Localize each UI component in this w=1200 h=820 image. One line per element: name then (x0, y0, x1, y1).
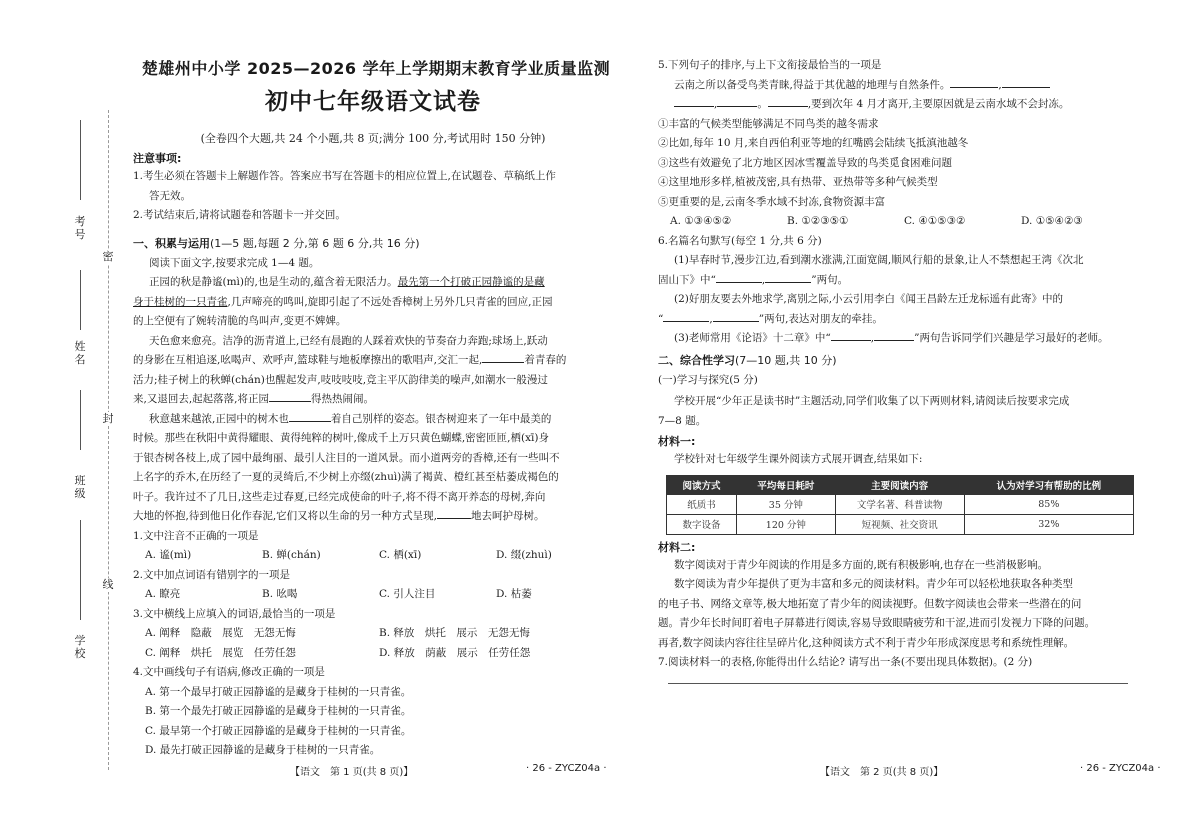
table-row (667, 494, 1134, 514)
fill-blank (1002, 76, 1050, 88)
table-cell: 文学名著、科普读物 (835, 494, 964, 514)
choice-option: A. 阐释 隐蔽 展览 无怨无悔 (145, 627, 296, 639)
passage-intro: 阅读下面文字,按要求完成 1—4 题。 (149, 256, 320, 269)
choice-option: B. 第一个最先打破正园静谧的是藏身于桂树的一只青雀。 (145, 705, 412, 717)
question-5-stem: 5.下列句子的排序,与上下文衔接最恰当的一项是 (658, 59, 882, 71)
passage-text: 地去呵护母树。 (471, 510, 545, 522)
fill-blank (674, 95, 714, 107)
passage-line (133, 273, 613, 293)
table-cell: 85% (964, 494, 1133, 514)
question-2-stem: 2.文中加点词语有错别字的一项是 (133, 568, 291, 581)
fill-blank (437, 507, 471, 519)
table-cell: 纸质书 (667, 494, 737, 514)
question-5-text: 云南之所以备受鸟类青睐,得益于其优越的地理与自然条件。 , (658, 76, 1178, 96)
class-line (80, 390, 81, 450)
choice-option: D. 释放 荫蔽 展示 任劳任怨 (379, 646, 531, 659)
school-label: 学校 (74, 634, 86, 660)
section-1-title: 一、积累与运用 (133, 236, 210, 250)
material-1-title: 材料一: (658, 435, 696, 448)
choice-option: A. 第一个最早打破正园静谧的是藏身于桂树的一只青雀。 (145, 685, 412, 698)
underlined-sentence: 最先第一个打破正园静谧的是藏 (397, 276, 545, 288)
table-row (667, 514, 1134, 534)
choice-option: C. 阐释 烘托 展览 任劳任怨 (145, 646, 296, 659)
question-5-options (658, 212, 1178, 232)
fill-blank (716, 271, 762, 283)
fill-blank (831, 329, 871, 341)
q6-text: “ (658, 312, 664, 325)
q5-item: ④这里地形多样,植被茂密,具有热带、亚热带等多种气候类型 (658, 176, 938, 188)
section-1-heading (133, 234, 613, 254)
fill-blank (717, 95, 757, 107)
column-header: 主要阅读内容 (835, 475, 964, 494)
section-2-sub: (一)学习与探究(5 分) (658, 373, 758, 386)
q5-item: ⑤更重要的是,云南冬季水域不封冻,食物资源丰富 (658, 195, 886, 208)
table-cell: 120 分钟 (737, 514, 835, 534)
page-1-footer: 【语文 第 1 页(共 8 页)】 (290, 767, 414, 778)
material-2-line: 的电子书、网络文章等,极大地拓宽了青少年的阅读视野。但数字阅读也会带来一些潜在的问 (658, 597, 1082, 610)
q5-text: ,要到次年 4 月才离开,主要原因就是云南水域不会封冻。 (807, 98, 1070, 110)
fill-blank (874, 329, 914, 341)
page-2-code: · 26 - ZYCZ04a · (1080, 763, 1161, 774)
passage-line (133, 410, 613, 430)
q5-item: ②比如,每年 10 月,来自西伯利亚等地的红嘴鸥会陆续飞抵滇池越冬 (658, 137, 969, 149)
question-3-stem: 3.文中横线上应填入的词语,最恰当的一项是 (133, 607, 336, 620)
exam-title: 楚雄州中小学 2025—2026 学年上学期期末教育学业质量监测 (141, 59, 611, 78)
fill-blank (269, 390, 311, 402)
choice-option: B. 吆喝 (262, 588, 298, 600)
page-1-content (133, 56, 613, 761)
column-header: 认为对学习有帮助的比例 (964, 475, 1133, 494)
page-2 (640, 0, 1200, 820)
choice-option: C. ④①⑤③② (904, 215, 966, 227)
choice-option: C. 引人注目 (379, 588, 436, 600)
exam-info: (全卷四个大题,共 24 个小题,共 8 页;满分 100 分,考试用时 150 分钟) (200, 132, 546, 145)
passage-line (133, 293, 613, 313)
q6-text: ”两句告诉同学们兴趣是学习最好的老师。 (914, 332, 1109, 344)
exam-subtitle: 初中七年级语文试卷 (265, 89, 481, 115)
notice-item: 答无效。 (149, 189, 191, 202)
seal-mark-feng: 封 (100, 412, 116, 426)
q5-text: 云南之所以备受鸟类青睐,得益于其优越的地理与自然条件。 (674, 78, 951, 91)
material-2-line: 数字阅读为青少年提供了更为丰富和多元的阅读材料。青少年可以轻松地获取各种类型 (674, 578, 1073, 590)
passage-text: 正园的秋是静谧(mì)的,也是生动的,蕴含着无限活力。 (149, 276, 398, 288)
q6-text: , (761, 273, 766, 286)
passage-line: 天色愈来愈亮。洁净的沥青道上,已经有晨跑的人踩着欢快的节奏奋力奔跑;球场上,跃动 (149, 334, 548, 347)
question-7-stem: 7.阅读材料一的表格,你能得出什么结论? 请写出一条(不要出现具体数据)。(2 分) (658, 656, 1033, 668)
section-1-detail: (1—5 题,每题 2 分,第 6 题 6 分,共 16 分) (210, 236, 420, 250)
q6-line (658, 310, 1178, 330)
question-3-options (133, 644, 613, 664)
school-line (80, 520, 81, 620)
q6-text: ”两句。 (811, 273, 849, 286)
exam-id-label: 考号 (74, 215, 86, 241)
passage-text: 来,又退回去,起起落落,将正园 (133, 393, 270, 405)
choice-option: B. 释放 烘托 展示 无怨无悔 (379, 627, 530, 639)
passage-text: 大地的怀抱,待到他日化作春泥,它们又将以生命的另一种方式呈现, (133, 510, 438, 522)
page-2-footer: 【语文 第 2 页(共 8 页)】 (820, 767, 944, 778)
passage-line: 活力;桂子树上的秋蝉(chán)也醒起发声,吱吱吱吱,竞主平仄韵律美的噪声,如潮水一般漫过 (133, 373, 548, 386)
choice-option: D. 缀(zhuì) (496, 549, 552, 561)
passage-line (133, 390, 613, 410)
fill-blank (289, 410, 331, 422)
page-2-content (658, 56, 1178, 684)
choice-option: A. 谧(mì) (145, 549, 192, 561)
passage-line: 叶子。我许过不了几日,这些走过春夏,已经完成使命的叶子,将不得不离开养态的母树,奔向 (133, 490, 546, 503)
fold-line (108, 110, 109, 770)
q5-item: ①丰富的气候类型能够满足不同鸟类的越冬需求 (658, 117, 879, 130)
question-1-stem: 1.文中注音不正确的一项是 (133, 529, 259, 542)
notice-item: 1.考生必须在答题卡上解题作答。答案应书写在答题卡的相应位置上,在试题卷、草稿纸上作 (133, 170, 556, 182)
question-2-options (133, 585, 613, 605)
choice-option: D. ①⑤④②③ (1021, 215, 1083, 227)
section-2-title: 二、综合性学习 (658, 353, 735, 367)
choice-option: D. 最先打破正园静谧的是藏身于桂树的一只青雀。 (145, 744, 381, 756)
passage-text: 得热热闹闹。 (311, 393, 375, 405)
exam-id-line (80, 120, 81, 200)
material-2-title: 材料二: (658, 540, 696, 554)
choice-option: C. 栖(xī) (379, 549, 422, 561)
column-header: 阅读方式 (667, 475, 737, 494)
fill-blank (482, 351, 524, 363)
material-1-text: 学校针对七年级学生课外阅读方式展开调查,结果如下: (674, 453, 923, 465)
passage-line (133, 507, 613, 527)
table-cell: 数字设备 (667, 514, 737, 534)
fill-blank (663, 310, 709, 322)
material-2-line: 再者,数字阅读内容往往呈碎片化,这种阅读方式不利于青少年形成深度思考和系统性理解。 (658, 636, 1075, 649)
class-label: 班级 (74, 474, 86, 500)
choice-option: C. 最早第一个打破正园静谧的是藏身于桂树的一只青雀。 (145, 724, 412, 737)
q6-line (658, 271, 1178, 291)
section-2-intro: 学校开展“少年正是读书时”主题活动,同学们收集了以下两则材料,请阅读后按要求完成 (674, 395, 1070, 407)
passage-text: 秋意越来越浓,正园中的树木也 (149, 412, 289, 425)
passage-text: ,几声啼亮的鸣叫,旋即引起了不远处香樟树上另外几只青雀的回应,正园 (227, 295, 553, 308)
passage-text: 着青春的 (524, 354, 567, 366)
question-4-stem: 4.文中画线句子有语病,修改正确的一项是 (133, 666, 325, 678)
seal-mark-mi: 密 (100, 250, 116, 264)
question-3-options (133, 624, 613, 644)
q6-line: (2)好朋友要去外地求学,离别之际,小云引用李白《闻王昌龄左迁龙标遥有此寄》中的 (674, 293, 1064, 305)
seal-mark-xian: 线 (100, 578, 116, 592)
fill-blank (765, 271, 811, 283)
q6-text: , (709, 312, 713, 325)
binding-margin (0, 0, 125, 760)
q6-line: (1)早春时节,漫步江边,看到潮水涨满,江面宽阔,顺风行船的景象,让人不禁想起王湾《次北 (674, 254, 1084, 266)
q6-text: 固山下》中“ (658, 273, 716, 286)
table-cell: 35 分钟 (737, 494, 835, 514)
passage-text: 着自己别样的姿态。银杏树迎来了一年中最美的 (330, 412, 552, 425)
material-2-line: 数字阅读对于青少年阅读的作用是多方面的,既有积极影响,也存在一些消极影响。 (674, 558, 1049, 571)
table-header-row (667, 475, 1134, 494)
notice-heading: 注意事项: (133, 152, 182, 165)
material-2-line: 题。青少年长时间盯着电子屏幕进行阅读,容易导致眼睛疲劳和干涩,进而引发视力下降的问题。 (658, 617, 1096, 629)
choice-option: A. ①③④⑤② (670, 215, 732, 227)
underlined-sentence: 身于桂树的一只青雀 (133, 295, 228, 308)
choice-option: A. 瞭亮 (145, 588, 181, 600)
choice-option: D. 枯萎 (496, 588, 532, 600)
table-cell: 短视频、社交资讯 (835, 514, 964, 534)
survey-table (666, 475, 1134, 535)
q6-text: (3)老师常用《论语》十二章》中“ (674, 332, 831, 344)
section-2-heading (658, 351, 1178, 371)
passage-line: 的上空便有了婉转清脆的鸟叫声,变更不婢婢。 (133, 315, 347, 327)
choice-option: B. 蝉(chán) (262, 549, 321, 561)
fill-blank (950, 76, 998, 88)
fill-blank (768, 95, 808, 107)
q6-text: , (870, 332, 875, 344)
notice-item: 2.考试结束后,请将试题卷和答题卡一并交回。 (133, 209, 346, 221)
q5-item: ③这些有效避免了北方地区因冰雪覆盖导致的鸟类觅食困难问题 (658, 156, 952, 169)
question-6-stem: 6.名篇名句默写(每空 1 分,共 6 分) (658, 234, 822, 247)
answer-line (668, 683, 1128, 684)
passage-line: 于银杏树各枝上,成了园中最绚丽、最引人注目的一道风景。而小道两旁的香樟,还有一些叫不 (133, 451, 560, 464)
q6-text: ”两句,表达对朋友的牵挂。 (758, 312, 883, 325)
passage-line (133, 351, 613, 371)
table-cell: 32% (964, 514, 1133, 534)
section-2-intro: 7—8 题。 (658, 414, 707, 427)
passage-text: 的身影在互相追逐,吆喝声、欢呼声,篮球鞋与地板摩擦出的歌唱声,交汇一起, (133, 354, 483, 366)
choice-option: B. ①②③⑤① (787, 215, 849, 227)
q6-line (658, 329, 1178, 349)
column-header: 平均每日耗时 (737, 475, 835, 494)
passage-line: 时候。那些在秋阳中黄得耀眼、黄得纯粹的树叶,像成千上万只黄色蝴蝶,密密匝匝,栖(xī)身 (133, 432, 549, 444)
question-5-text: , 。 ,要到次年 4 月才离开,主要原因就是云南水域不会封冻。 (658, 95, 1178, 115)
question-1-options (133, 546, 613, 566)
name-label: 姓名 (74, 340, 86, 366)
section-2-detail: (7—10 题,共 10 分) (735, 353, 837, 367)
page-1-code: · 26 - ZYCZ04a · (526, 763, 607, 774)
fill-blank (713, 310, 759, 322)
name-line (80, 270, 81, 330)
q5-text: 。 (757, 98, 768, 110)
passage-line: 上名字的乔木,在历经了一夏的灵绮后,不少树上亦缀(zhuì)满了褐黄、橙红甚至枯萎成褐色的 (133, 471, 559, 483)
